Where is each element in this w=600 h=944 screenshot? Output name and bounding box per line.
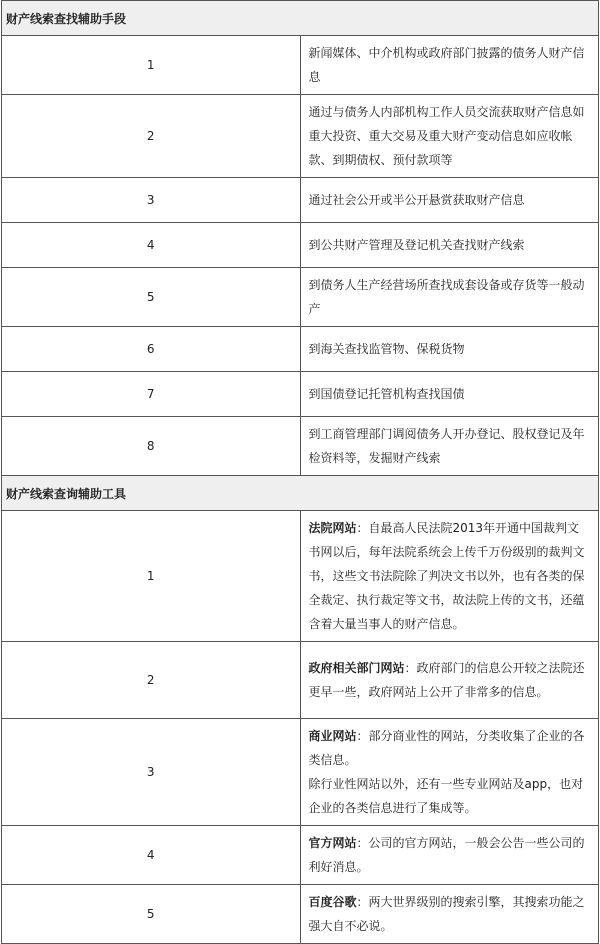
tool-description: ：政府部门的信息公开较之法院还更早一些，政府网站上公开了非常多的信息。: [308, 661, 585, 699]
row-text: 通过与债务人内部机构工作人员交流获取财产信息如重大投资、重大交易及重大财产变动信息如应收帐款、到期债权、预付款项等: [300, 95, 599, 178]
row-text: [300, 642, 599, 719]
table-row: [2, 511, 599, 642]
tool-name: 政府相关部门网站: [308, 661, 405, 675]
row-number: 3: [2, 719, 301, 826]
row-number: 7: [2, 372, 301, 417]
tool-name: 法院网站: [308, 521, 357, 535]
table-row: [2, 885, 599, 944]
section-header: [2, 1, 599, 36]
row-number: 4: [2, 826, 301, 885]
row-number: 3: [2, 178, 301, 223]
row-number: 2: [2, 642, 301, 719]
row-number: 2: [2, 95, 301, 178]
tool-description: ：公司的官方网站，一般会公告一些公司的利好消息。: [308, 836, 585, 874]
row-number: 5: [2, 885, 301, 944]
asset-clue-table: [1, 0, 599, 944]
row-number: 1: [2, 511, 301, 642]
row-text: 到公共财产管理及登记机关查找财产线索: [300, 223, 599, 268]
row-text: 新闻媒体、中介机构或政府部门披露的债务人财产信息: [300, 36, 599, 95]
table-row: [2, 178, 599, 223]
row-text: [300, 719, 599, 826]
row-text: 到国债登记托管机构查找国债: [300, 372, 599, 417]
row-number: 6: [2, 327, 301, 372]
section-title: 财产线索查找辅助手段: [2, 1, 599, 36]
section-title: 财产线索查询辅助工具: [2, 476, 599, 511]
row-text: 到工商管理部门调阅债务人开办登记、股权登记及年检资料等，发掘财产线索: [300, 417, 599, 476]
row-text: 到债务人生产经营场所查找成套设备或存货等一般动产: [300, 268, 599, 327]
tool-description: ：两大世界级别的搜索引擎，其搜索功能之强大自不必说。: [308, 895, 585, 933]
table-row: [2, 719, 599, 826]
row-number: 5: [2, 268, 301, 327]
row-number: 1: [2, 36, 301, 95]
tool-name: 百度谷歌: [308, 895, 357, 909]
tool-description: ：自最高人民法院2013年开通中国裁判文书网以后，每年法院系统会上传千万份级别的裁判文书，这些文书法院除了判决文书以外，也有各类的保全裁定、执行裁定等文书，故法院上传的文书，还蕴含着大量当事人的财产信息。: [308, 521, 585, 631]
tool-name: 商业网站: [308, 729, 357, 743]
table-row: [2, 327, 599, 372]
row-text: 到海关查找监管物、保税货物: [300, 327, 599, 372]
table-row: [2, 223, 599, 268]
table-row: [2, 36, 599, 95]
table-row: [2, 417, 599, 476]
table-row: [2, 826, 599, 885]
tool-name: 官方网站: [308, 836, 357, 850]
row-text: 通过社会公开或半公开悬赏获取财产信息: [300, 178, 599, 223]
table-row: [2, 372, 599, 417]
tool-description: ：部分商业性的网站，分类收集了企业的各类信息。: [308, 729, 585, 767]
tool-description-extra: 除行业性网站以外，还有一些专业网站及app，也对企业的各类信息进行了集成等。: [308, 777, 584, 815]
section-header: [2, 476, 599, 511]
row-number: 4: [2, 223, 301, 268]
table-row: [2, 268, 599, 327]
row-text: [300, 826, 599, 885]
row-number: 8: [2, 417, 301, 476]
table-row: [2, 642, 599, 719]
table-row: [2, 95, 599, 178]
row-text: [300, 511, 599, 642]
row-text: [300, 885, 599, 944]
